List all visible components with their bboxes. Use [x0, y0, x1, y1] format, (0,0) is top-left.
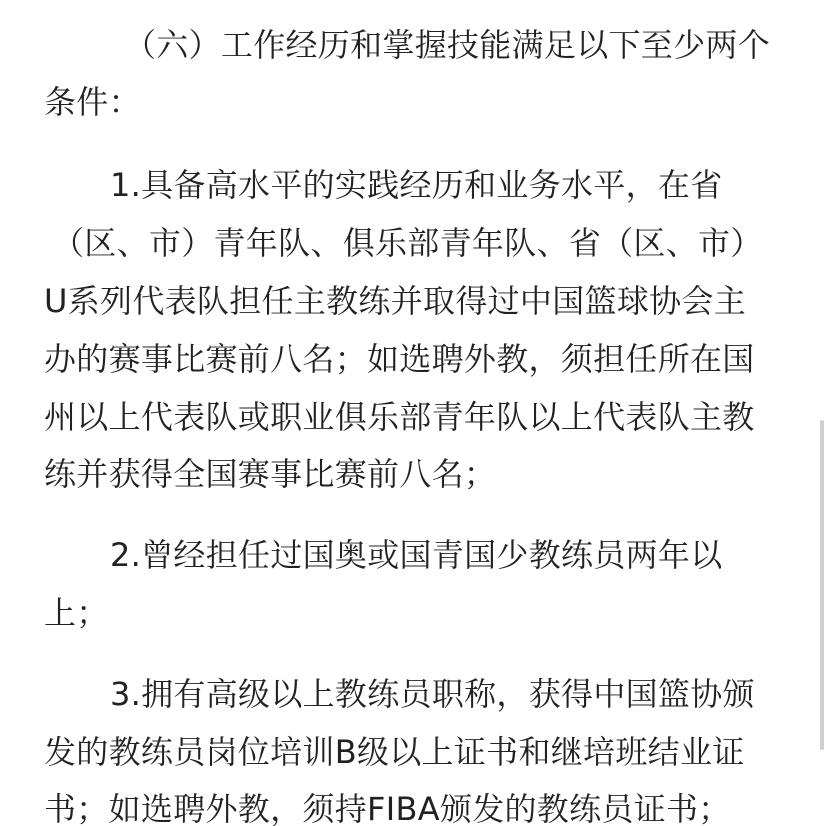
section-heading-line-2: 条件：	[44, 83, 141, 121]
item-3-line-2: 发的教练员岗位培训B级以上证书和继培班结业证	[44, 733, 745, 771]
item-1-line-3: U系列代表队担任主教练并取得过中国篮球协会主	[44, 282, 747, 320]
item-1-line-2: （区、市）青年队、俱乐部青年队、省（区、市）	[52, 224, 763, 262]
vertical-scrollbar[interactable]	[820, 420, 824, 750]
item-3-line-1: 3.拥有高级以上教练员职称，获得中国篮协颁	[110, 675, 755, 713]
item-2-line-2: 上；	[44, 594, 109, 632]
item-2-line-1: 2.曾经担任过国奥或国青国少教练员两年以	[110, 536, 723, 574]
item-3-line-3: 书；如选聘外教，须持FIBA颁发的教练员证书；	[44, 790, 731, 826]
item-1-line-5: 州以上代表队或职业俱乐部青年队以上代表队主教	[44, 398, 755, 436]
item-1-line-6: 练并获得全国赛事比赛前八名；	[44, 455, 497, 493]
item-1-line-1: 1.具备高水平的实践经历和业务水平，在省	[110, 166, 723, 204]
section-heading-line-1: （六）工作经历和掌握技能满足以下至少两个	[124, 26, 771, 64]
item-1-line-4: 办的赛事比赛前八名；如选聘外教，须担任所在国	[44, 340, 755, 378]
